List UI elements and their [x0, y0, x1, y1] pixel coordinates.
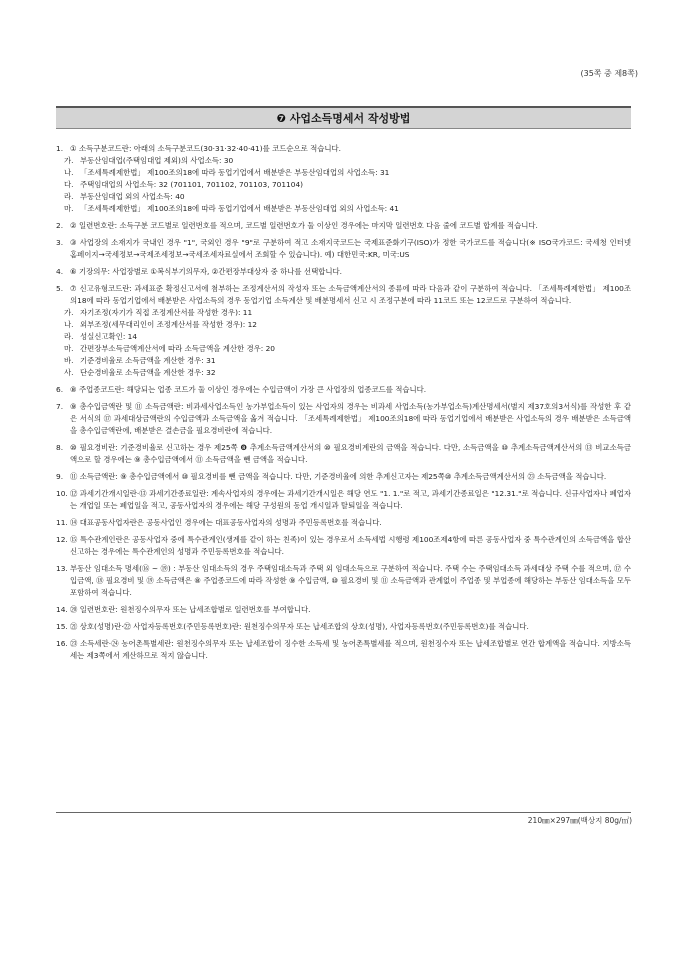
item-text: ⑥ 기장의무: 사업장별로 ①복식부기의무자, ②간편장부대상자 중 하나를 선택합니다.	[70, 267, 342, 276]
item-number: 13.	[56, 564, 68, 573]
sub-item	[56, 367, 631, 379]
sub-item-key: 마.	[64, 344, 74, 353]
section-title	[56, 106, 631, 129]
item-number: 15.	[56, 622, 68, 631]
item-text: ㉑ 상호(성명)란·㉒ 사업자등록번호(주민등록번호)란: 원천징수의무자 또는 납세조합의 상호(성명), 사업자등록번호(주민등록번호)를 적습니다.	[70, 622, 529, 631]
sub-item	[56, 191, 631, 203]
item-number: 14.	[56, 605, 68, 614]
instructions-list	[56, 143, 631, 667]
sub-item-text: 부동산임대업(주택임대업 제외)의 사업소득: 30	[80, 156, 234, 165]
item-text: ⑫ 과세기간개시일란·⑬ 과세기간종료일란: 계속사업자의 경우에는 과세기간개시일은 해당 연도 "1. 1."로 적고, 과세기간종료일은 "12.31."로 적습니다. 신규사업자나 폐업자는 개업일 또는 폐업일을 적고, 공동사업자의 경우에는 해당 구성원의 동업 개시일과 탈퇴일을 적습니다.	[70, 489, 631, 510]
sub-item	[56, 307, 631, 319]
sub-item-key: 라.	[64, 192, 74, 201]
instruction-item	[56, 563, 631, 599]
instruction-item	[56, 488, 631, 512]
item-number: 4.	[56, 267, 64, 276]
sub-item-text: 기준경비율로 소득금액을 계산한 경우: 31	[80, 356, 216, 365]
instruction-item	[56, 517, 631, 529]
item-number: 12.	[56, 535, 68, 544]
item-text: ⑭ 대표공동사업자란은 공동사업인 경우에는 대표공동사업자의 성명과 주민등록번호를 적습니다.	[70, 518, 382, 527]
item-text: ⑩ 필요경비란: 기준경비율로 신고하는 경우 제25쪽 ❽ 추계소득금액계산서의 ⑩ 필요경비계란의 금액을 적습니다. 다만, 소득금액을 ⑩ 추계소득금액계산서의 ⑬ 비교소득금액으로 할 경우에는 ⑨ 총수입금액에서 ⑪ 소득금액을 뺀 금액을 적습니다.	[70, 443, 631, 464]
sub-item	[56, 179, 631, 191]
instruction-item	[56, 604, 631, 616]
item-number: 7.	[56, 402, 64, 411]
sub-item-key: 라.	[64, 332, 74, 341]
item-text: 부동산 임대소득 명세(⑯ ~ ⑲) : 부동산 임대소득의 경우 주택임대소득과 주택 외 임대소득으로 구분하여 적습니다. 주택 수는 주택임대소득 과세대상 주택 수를 적으며, ⑰ 수입금액, ⑱ 필요경비 및 ⑲ 소득금액은 ⑧ 주업종코드에 따라 작성한 ⑨ 수입금액, ⑩ 필요경비 및 ⑪ 소득금액과 관계없이 주업종 및 부업종에 해당하는 부동산 임대소득을 모두 포함하여 적습니다.	[70, 564, 631, 597]
sub-item-key: 가.	[64, 156, 74, 165]
item-text: ③ 사업장의 소재지가 국내인 경우 "1", 국외인 경우 "9"로 구분하여 적고 소재지국코드는 국제표준화기구(ISO)가 정한 국가코드를 적습니다(※ ISO국가코드: 국세청 인터넷 홈페이지→국세정보→국제조세정보→국세조세자료실에서 조회할 수 있습니다). 예) 대한민국:KR, 미국:US	[70, 238, 631, 259]
sub-item	[56, 203, 631, 215]
sub-item	[56, 155, 631, 167]
instruction-item	[56, 442, 631, 466]
instruction-item	[56, 220, 631, 232]
sub-item-text: 부동산임대업 외의 사업소득: 40	[80, 192, 185, 201]
sub-item	[56, 331, 631, 343]
sub-item	[56, 355, 631, 367]
instruction-item	[56, 266, 631, 278]
item-number: 3.	[56, 238, 64, 247]
sub-item-text: 자기조정(자기가 직접 조정계산서를 작성한 경우): 11	[80, 308, 253, 317]
sub-item	[56, 343, 631, 355]
sub-item-text: 「조세특례제한법」 제100조의18에 따라 동업기업에서 배분받은 부동산임대업의 사업소득: 31	[80, 168, 390, 177]
paper-spec: 210㎜×297㎜(백상지 80g/㎡)	[527, 816, 632, 825]
sub-item-text: 주택임대업의 사업소득: 32 (701101, 701102, 701103, 701104)	[80, 180, 304, 189]
sub-item-key: 바.	[64, 356, 74, 365]
sub-item-key: 사.	[64, 368, 74, 377]
item-number: 10.	[56, 489, 68, 498]
sub-item-key: 나.	[64, 168, 74, 177]
item-text: ⑳ 일련번호란: 원천징수의무자 또는 납세조합별로 일련번호를 부여합니다.	[70, 605, 311, 614]
item-text: ⑧ 주업종코드란: 해당되는 업종 코드가 둘 이상인 경우에는 수입금액이 가장 큰 사업장의 업종코드를 적습니다.	[70, 385, 427, 394]
item-text: ㉓ 소득세란·㉔ 농어촌특별세란: 원천징수의무자 또는 납세조합이 징수한 소득세 및 농어촌특별세를 적으며, 원천징수자 또는 납세조합별로 연간 합계액을 적습니다. 지방소득세는 제3쪽에서 계산하므로 적지 않습니다.	[70, 639, 631, 660]
item-text: ⑮ 특수관계인란은 공동사업자 중에 특수관계인(생계를 같이 하는 친족)이 있는 경우로서 소득세법 시행령 제100조제4항에 따른 공동사업자 중 특수관계인의 소득금액을 합산신고하는 경우에는 특수관계인의 성명과 주민등록번호를 적습니다.	[70, 535, 631, 556]
section-title-text: ❼ 사업소득명세서 작성방법	[276, 112, 411, 125]
item-number: 11.	[56, 518, 68, 527]
item-text: ① 소득구분코드란: 아래의 소득구분코드(30·31·32·40·41)를 코드순으로 적습니다.	[70, 144, 342, 153]
instruction-item	[56, 471, 631, 483]
sub-item-text: 간편장부소득금액계산서에 따라 소득금액을 계산한 경우: 20	[80, 344, 275, 353]
sub-item-text: 성실신고확인: 14	[80, 332, 138, 341]
instruction-item	[56, 384, 631, 396]
sub-item	[56, 167, 631, 179]
item-text: ② 일련번호란: 소득구분 코드별로 일련번호를 적으며, 코드별 일련번호가 둘 이상인 경우에는 마지막 일련번호 다음 줄에 코드별 합계를 적습니다.	[70, 221, 538, 230]
sub-item-text: 「조세특례제한법」 제100조의18에 따라 동업기업에서 배분받은 부동산임대업 외의 사업소득: 41	[80, 204, 399, 213]
item-number: 2.	[56, 221, 64, 230]
sub-item-text: 단순경비율로 소득금액을 계산한 경우: 32	[80, 368, 216, 377]
instruction-item	[56, 638, 631, 662]
instruction-item	[56, 401, 631, 437]
item-number: 6.	[56, 385, 64, 394]
instruction-item	[56, 283, 631, 379]
sub-item-key: 다.	[64, 180, 74, 189]
item-number: 1.	[56, 144, 64, 153]
footer-divider	[56, 812, 631, 813]
sub-item-key: 마.	[64, 204, 74, 213]
instruction-item	[56, 534, 631, 558]
sub-item-text: 외부조정(세무대리인이 조정계산서를 작성한 경우): 12	[80, 320, 257, 329]
sub-item-key: 나.	[64, 320, 74, 329]
sub-item-key: 가.	[64, 308, 74, 317]
item-number: 9.	[56, 472, 64, 481]
item-text: ⑦ 신고유형코드란: 과세표준 확정신고서에 첨부하는 조정계산서의 작성자 또는 소득금액계산서의 종류에 따라 다음과 같이 구분하여 적습니다. 「조세특례제한법」 제100조의18에 따라 동업기업에서 배분받은 사업소득의 경우 동업기업 소득계산 및 배분명세서 신고 시 조정구분에 따라 11코드 또는 12코드로 구분하여 적습니다.	[70, 284, 631, 305]
item-number: 8.	[56, 443, 64, 452]
instruction-item	[56, 143, 631, 215]
item-number: 16.	[56, 639, 68, 648]
item-number: 5.	[56, 284, 64, 293]
instruction-item	[56, 621, 631, 633]
item-text: ⑪ 소득금액란: ⑨ 총수입금액에서 ⑩ 필요경비를 뺀 금액을 적습니다. 다만, 기준경비율에 의한 추계신고자는 제25쪽⑩ 추계소득금액계산서의 ㉓ 소득금액을 적습니다.	[70, 472, 607, 481]
sub-item	[56, 319, 631, 331]
instruction-item	[56, 237, 631, 261]
item-text: ⑨ 총수입금액란 및 ⑪ 소득금액란: 비과세사업소득인 농가부업소득이 있는 사업자의 경우는 비과세 사업소득(농가부업소득)계산명세서(별지 제37호의3서식)를 작성한 후 같은 서식의 ⑰ 과세대상금액란의 수입금액과 소득금액을 옮겨 적습니다. 「조세특례제한법」 제100조의18에 따라 동업기업에서 배분받은 사업소득의 경우 배분받은 소득금액을 총수입금액란에, 배분받은 결손금을 필요경비란에 적습니다.	[70, 402, 631, 435]
page-number: (35쪽 중 제8쪽)	[580, 69, 638, 78]
